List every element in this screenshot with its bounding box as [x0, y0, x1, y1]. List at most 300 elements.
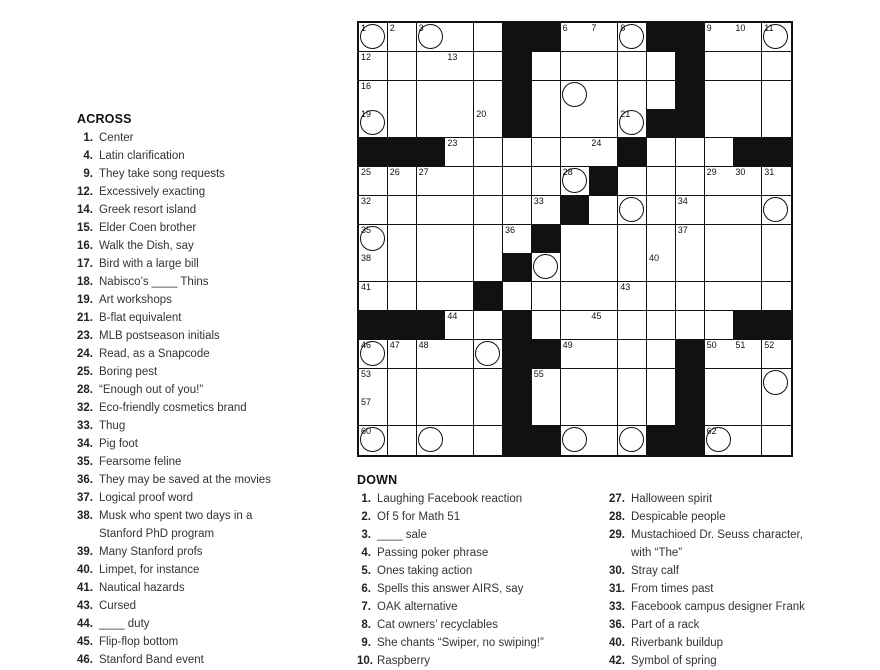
grid-cell[interactable]: [705, 23, 734, 52]
grid-cell[interactable]: [359, 253, 388, 282]
cell-number: 45: [591, 311, 602, 321]
grid-cell[interactable]: [417, 52, 446, 81]
grid-cell[interactable]: [474, 81, 503, 110]
grid-cell[interactable]: [618, 311, 647, 340]
clue-number: 40.: [609, 637, 625, 649]
grid-cell[interactable]: [445, 282, 474, 311]
grid-cell[interactable]: [532, 253, 561, 282]
black-square: [589, 167, 618, 196]
grid-cell[interactable]: [532, 167, 561, 196]
clue-item: [77, 237, 194, 255]
grid-cell[interactable]: [561, 167, 590, 196]
grid-cell[interactable]: [532, 52, 561, 81]
cell-number: 36: [505, 224, 516, 235]
grid-cell[interactable]: [359, 225, 388, 254]
clue-number: 7.: [361, 601, 371, 613]
circle-marker: [418, 427, 443, 452]
grid-cell[interactable]: [445, 196, 474, 225]
clue-number: 16.: [77, 240, 93, 252]
grid-cell[interactable]: [676, 311, 705, 340]
grid-cell[interactable]: [417, 340, 446, 369]
grid-cell[interactable]: [561, 369, 590, 398]
grid-cell[interactable]: [733, 426, 762, 455]
clue-item: [77, 471, 271, 489]
clue-number: 18.: [77, 276, 93, 288]
clue-text: Cat owners’ recyclables: [377, 619, 499, 631]
cell-number: 41: [361, 282, 372, 293]
clue-number: 34.: [77, 438, 93, 450]
grid-cell[interactable]: [417, 369, 446, 398]
grid-cell[interactable]: [762, 340, 791, 369]
cell-number: 8: [620, 23, 626, 33]
grid-cell[interactable]: [733, 340, 762, 369]
grid-cell[interactable]: [503, 167, 532, 196]
black-square: [676, 397, 705, 426]
grid-cell[interactable]: [445, 109, 474, 138]
grid-cell[interactable]: [733, 167, 762, 196]
grid-cell[interactable]: [561, 282, 590, 311]
clue-number: 9.: [83, 168, 93, 180]
grid-cell[interactable]: [388, 196, 417, 225]
grid-cell[interactable]: [762, 426, 791, 455]
clue-item: [77, 309, 182, 327]
grid-cell[interactable]: [503, 196, 532, 225]
grid-cell[interactable]: [388, 397, 417, 426]
grid-cell[interactable]: [647, 397, 676, 426]
cell-number: 2: [389, 23, 395, 33]
grid-cell[interactable]: [618, 23, 647, 52]
clue-number: 45.: [77, 636, 93, 648]
cell-number: 40: [649, 253, 660, 264]
grid-cell[interactable]: [359, 81, 388, 110]
grid-cell[interactable]: [589, 397, 618, 426]
grid-cell[interactable]: [589, 225, 618, 254]
grid-cell[interactable]: [532, 369, 561, 398]
grid-cell[interactable]: [359, 340, 388, 369]
grid-cell[interactable]: [388, 167, 417, 196]
clue-text: Stanford PhD program: [99, 528, 215, 540]
black-square: [503, 23, 532, 52]
grid-cell[interactable]: [705, 109, 734, 138]
grid-cell[interactable]: [561, 225, 590, 254]
cell-number: 43: [620, 282, 631, 293]
cell-number: 28: [562, 167, 573, 177]
grid-cell[interactable]: [705, 340, 734, 369]
clue-item: [77, 399, 247, 417]
grid-cell[interactable]: [733, 397, 762, 426]
grid-cell[interactable]: [676, 196, 705, 225]
grid-cell[interactable]: [445, 81, 474, 110]
grid-cell[interactable]: [445, 311, 474, 340]
grid-cell[interactable]: [532, 109, 561, 138]
clue-number: 27.: [609, 493, 625, 505]
clue-number: 28.: [609, 511, 625, 523]
clue-item: [608, 490, 713, 508]
clue-item: [77, 201, 197, 219]
grid-cell[interactable]: [589, 282, 618, 311]
grid-cell[interactable]: [359, 196, 388, 225]
clue-text: Symbol of spring: [631, 655, 717, 667]
grid-cell[interactable]: [733, 253, 762, 282]
clue-number: 37.: [77, 492, 93, 504]
grid-cell[interactable]: [705, 282, 734, 311]
grid-cell[interactable]: [388, 81, 417, 110]
grid-cell[interactable]: [676, 167, 705, 196]
clue-number: 35.: [77, 456, 93, 468]
grid-cell[interactable]: [359, 23, 388, 52]
clue-text: Thug: [99, 420, 126, 432]
grid-cell[interactable]: [618, 196, 647, 225]
black-square: [532, 225, 561, 254]
grid-cell[interactable]: [647, 225, 676, 254]
grid-cell[interactable]: [561, 81, 590, 110]
clue-text: Nautical hazards: [99, 582, 185, 594]
clue-item: [77, 345, 210, 363]
grid-cell[interactable]: [445, 426, 474, 455]
grid-cell[interactable]: [561, 253, 590, 282]
black-square: [676, 340, 705, 369]
grid-cell[interactable]: [474, 52, 503, 81]
grid-cell[interactable]: [445, 253, 474, 282]
grid-cell[interactable]: [647, 196, 676, 225]
grid-cell[interactable]: [618, 426, 647, 455]
grid-cell[interactable]: [676, 138, 705, 167]
grid-cell[interactable]: [359, 369, 388, 398]
down-heading: DOWN: [357, 473, 398, 487]
grid-cell[interactable]: [762, 196, 791, 225]
cell-number: 34: [677, 195, 688, 206]
grid-cell[interactable]: [359, 167, 388, 196]
black-square: [503, 109, 532, 138]
grid-cell[interactable]: [474, 109, 503, 138]
grid-cell[interactable]: [733, 52, 762, 81]
grid-cell[interactable]: [561, 311, 590, 340]
grid-cell[interactable]: [733, 196, 762, 225]
clue-number: 33.: [609, 601, 625, 613]
grid-cell[interactable]: [589, 52, 618, 81]
grid-cell[interactable]: [705, 81, 734, 110]
grid-cell[interactable]: [445, 225, 474, 254]
grid-cell[interactable]: [676, 282, 705, 311]
circle-marker: [533, 254, 558, 279]
grid-cell[interactable]: [762, 253, 791, 282]
grid-cell[interactable]: [474, 340, 503, 369]
grid-cell[interactable]: [388, 426, 417, 455]
grid-cell[interactable]: [532, 138, 561, 167]
cell-number: 35: [361, 224, 372, 235]
grid-cell[interactable]: [618, 282, 647, 311]
clue-number: 6.: [361, 583, 371, 595]
clue-text: with “The”: [631, 547, 683, 559]
grid-cell[interactable]: [733, 23, 762, 52]
grid-cell[interactable]: [733, 225, 762, 254]
clue-text: Bird with a large bill: [99, 258, 199, 270]
clue-item: [357, 598, 458, 616]
clue-number: 9.: [361, 637, 371, 649]
grid-cell[interactable]: [388, 23, 417, 52]
grid-cell[interactable]: [561, 340, 590, 369]
clue-item: [77, 633, 179, 651]
grid-cell[interactable]: [589, 311, 618, 340]
grid-cell[interactable]: [676, 225, 705, 254]
clue-text: Cursed: [99, 600, 137, 612]
grid-cell[interactable]: [532, 397, 561, 426]
clue-number: 4.: [361, 547, 371, 559]
clue-item: [77, 453, 182, 471]
grid-cell[interactable]: [474, 253, 503, 282]
grid-cell[interactable]: [417, 23, 446, 52]
grid-cell[interactable]: [474, 196, 503, 225]
clue-item: [357, 508, 461, 526]
grid-cell[interactable]: [417, 167, 446, 196]
grid-cell[interactable]: [474, 426, 503, 455]
grid-cell[interactable]: [589, 138, 618, 167]
grid-cell[interactable]: [705, 225, 734, 254]
clue-item: [608, 562, 679, 580]
cell-number: 31: [764, 167, 775, 177]
grid-cell[interactable]: [388, 109, 417, 138]
clue-number: 4.: [83, 150, 93, 162]
grid-cell[interactable]: [705, 167, 734, 196]
grid-cell[interactable]: [733, 282, 762, 311]
grid-cell[interactable]: [561, 23, 590, 52]
grid-cell[interactable]: [589, 426, 618, 455]
grid-cell[interactable]: [733, 81, 762, 110]
grid-cell[interactable]: [618, 81, 647, 110]
grid-cell[interactable]: [589, 196, 618, 225]
clue-number: 32.: [77, 402, 93, 414]
grid-cell[interactable]: [445, 52, 474, 81]
grid-cell[interactable]: [561, 138, 590, 167]
grid-cell[interactable]: [705, 196, 734, 225]
grid-cell[interactable]: [445, 397, 474, 426]
grid-cell[interactable]: [445, 167, 474, 196]
black-square: [676, 81, 705, 110]
grid-cell[interactable]: [532, 282, 561, 311]
grid-cell[interactable]: [503, 225, 532, 254]
grid-cell[interactable]: [445, 340, 474, 369]
clue-text: “Enough out of you!”: [99, 384, 204, 396]
clue-text: They may be saved at the movies: [99, 474, 271, 486]
black-square: [647, 23, 676, 52]
grid-cell[interactable]: [705, 426, 734, 455]
grid-cell[interactable]: [705, 369, 734, 398]
grid-cell[interactable]: [589, 81, 618, 110]
grid-cell[interactable]: [445, 23, 474, 52]
grid-cell[interactable]: [474, 225, 503, 254]
grid-cell[interactable]: [474, 369, 503, 398]
grid-cell[interactable]: [417, 109, 446, 138]
grid-cell[interactable]: [474, 167, 503, 196]
cell-number: 46: [361, 339, 372, 350]
grid-cell[interactable]: [647, 167, 676, 196]
grid-cell[interactable]: [359, 109, 388, 138]
clue-number: 19.: [77, 294, 93, 306]
clue-text: Laughing Facebook reaction: [377, 493, 523, 505]
cell-number: 6: [562, 23, 568, 33]
cell-number: 38: [361, 253, 372, 264]
grid-cell[interactable]: [474, 23, 503, 52]
grid-cell[interactable]: [762, 282, 791, 311]
cell-number: 50: [706, 339, 717, 350]
grid-cell[interactable]: [474, 138, 503, 167]
clue-item: [608, 598, 805, 616]
clue-item: [77, 219, 197, 237]
clue-item: [77, 489, 193, 507]
grid-cell[interactable]: [589, 253, 618, 282]
grid-cell[interactable]: [618, 167, 647, 196]
black-square: [503, 340, 532, 369]
clue-text: Flip-flop bottom: [99, 636, 179, 648]
clue-item: [77, 129, 134, 147]
clue-text: Elder Coen brother: [99, 222, 197, 234]
cell-number: 23: [447, 138, 458, 149]
grid-cell[interactable]: [589, 340, 618, 369]
grid-cell[interactable]: [417, 253, 446, 282]
cell-number: 24: [591, 138, 602, 149]
grid-cell[interactable]: [359, 426, 388, 455]
clue-text: Of 5 for Math 51: [377, 511, 461, 523]
grid-cell[interactable]: [647, 81, 676, 110]
grid-cell[interactable]: [589, 23, 618, 52]
grid-cell[interactable]: [762, 225, 791, 254]
grid-cell[interactable]: [762, 23, 791, 52]
clue-text: Riverbank buildup: [631, 637, 724, 649]
grid-cell[interactable]: [388, 340, 417, 369]
clue-text: Limpet, for instance: [99, 564, 200, 576]
grid-cell[interactable]: [733, 369, 762, 398]
circle-marker: [562, 427, 587, 452]
clue-text: Raspberry: [377, 655, 431, 667]
clue-number: 41.: [77, 582, 93, 594]
grid-cell[interactable]: [474, 311, 503, 340]
grid-cell[interactable]: [532, 81, 561, 110]
grid-cell[interactable]: [762, 52, 791, 81]
grid-cell[interactable]: [388, 253, 417, 282]
clue-text: Stray calf: [631, 565, 679, 577]
grid-cell[interactable]: [647, 138, 676, 167]
grid-cell[interactable]: [647, 253, 676, 282]
grid-cell[interactable]: [618, 253, 647, 282]
grid-cell[interactable]: [762, 81, 791, 110]
clue-item: [608, 616, 700, 634]
grid-cell[interactable]: [647, 340, 676, 369]
black-square: [733, 138, 762, 167]
grid-cell[interactable]: [417, 225, 446, 254]
grid-cell[interactable]: [503, 282, 532, 311]
grid-cell[interactable]: [359, 397, 388, 426]
cell-number: 62: [706, 426, 717, 437]
grid-cell[interactable]: [474, 397, 503, 426]
grid-cell[interactable]: [762, 369, 791, 398]
clue-number: 8.: [361, 619, 371, 631]
clue-number: 38.: [77, 510, 93, 522]
grid-cell[interactable]: [417, 81, 446, 110]
grid-cell[interactable]: [561, 426, 590, 455]
grid-cell[interactable]: [676, 253, 705, 282]
grid-cell[interactable]: [417, 196, 446, 225]
grid-cell[interactable]: [705, 397, 734, 426]
clue-number: 1.: [361, 493, 371, 505]
grid-cell[interactable]: [647, 311, 676, 340]
grid-cell[interactable]: [388, 282, 417, 311]
grid-cell[interactable]: [532, 311, 561, 340]
clue-item: [77, 273, 209, 291]
grid-cell[interactable]: [705, 52, 734, 81]
clue-number: 39.: [77, 546, 93, 558]
grid-cell[interactable]: [445, 138, 474, 167]
clue-text: Latin clarification: [99, 150, 185, 162]
black-square: [359, 138, 388, 167]
clue-text: Boring pest: [99, 366, 158, 378]
grid-cell[interactable]: [388, 52, 417, 81]
grid-cell[interactable]: [647, 52, 676, 81]
clue-number: 40.: [77, 564, 93, 576]
grid-cell[interactable]: [388, 369, 417, 398]
grid-cell[interactable]: [561, 52, 590, 81]
cell-number: 13: [447, 51, 458, 62]
grid-cell[interactable]: [618, 52, 647, 81]
black-square: [359, 311, 388, 340]
grid-cell[interactable]: [359, 282, 388, 311]
grid-cell[interactable]: [503, 138, 532, 167]
clue-item: [77, 615, 150, 633]
grid-cell[interactable]: [618, 369, 647, 398]
cell-number: 51: [735, 339, 746, 350]
cell-number: 60: [361, 426, 372, 437]
grid-cell[interactable]: [618, 109, 647, 138]
clue-item: [357, 490, 523, 508]
clue-item: [357, 526, 427, 544]
grid-cell[interactable]: [618, 340, 647, 369]
black-square: [676, 426, 705, 455]
black-square: [561, 196, 590, 225]
clue-item: [77, 597, 137, 615]
grid-cell[interactable]: [762, 167, 791, 196]
grid-cell[interactable]: [705, 138, 734, 167]
grid-cell[interactable]: [359, 52, 388, 81]
grid-cell[interactable]: [445, 369, 474, 398]
grid-cell[interactable]: [532, 196, 561, 225]
grid-cell[interactable]: [561, 109, 590, 138]
grid-cell[interactable]: [561, 397, 590, 426]
clue-number: 31.: [609, 583, 625, 595]
clue-text: OAK alternative: [377, 601, 458, 613]
grid-cell[interactable]: [733, 109, 762, 138]
grid-cell[interactable]: [705, 311, 734, 340]
grid-cell[interactable]: [618, 225, 647, 254]
cell-number: 48: [418, 339, 429, 350]
circle-marker: [619, 197, 644, 222]
cell-number: 57: [361, 397, 372, 408]
grid-cell[interactable]: [589, 369, 618, 398]
grid-cell[interactable]: [417, 397, 446, 426]
grid-cell[interactable]: [647, 369, 676, 398]
grid-cell[interactable]: [762, 397, 791, 426]
grid-cell[interactable]: [417, 282, 446, 311]
black-square: [503, 369, 532, 398]
grid-cell[interactable]: [647, 282, 676, 311]
clue-item: [77, 165, 225, 183]
clue-number: 3.: [361, 529, 371, 541]
grid-cell[interactable]: [618, 397, 647, 426]
grid-cell[interactable]: [589, 109, 618, 138]
black-square: [733, 311, 762, 340]
grid-cell[interactable]: [388, 225, 417, 254]
grid-cell[interactable]: [762, 109, 791, 138]
grid-cell[interactable]: [417, 426, 446, 455]
grid-cell[interactable]: [705, 253, 734, 282]
